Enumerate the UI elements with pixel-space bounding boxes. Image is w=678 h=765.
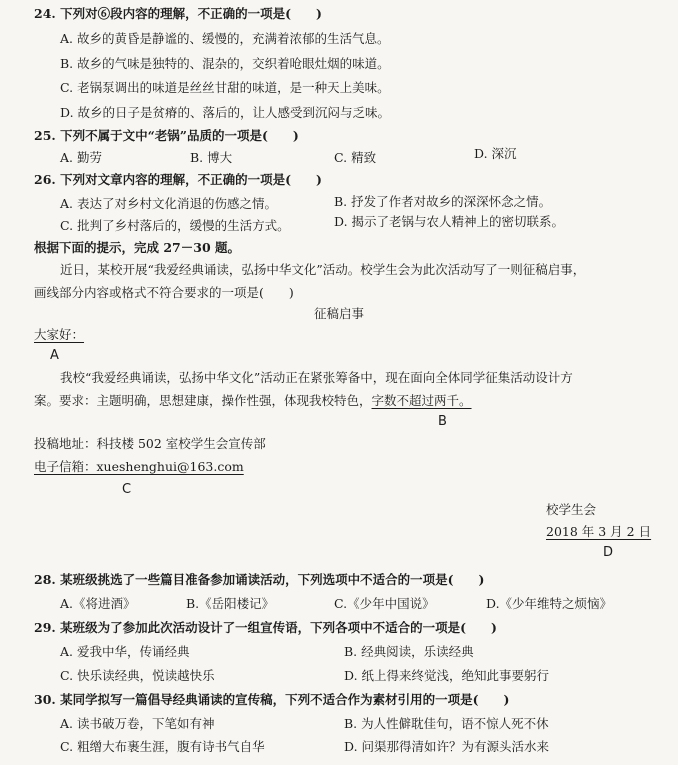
q28-option-b: B.《岳阳楼记》 — [186, 596, 275, 611]
q29-option-a: A. 爱我中华，传诵经典 — [60, 644, 190, 659]
q30-stem: 30. 某同学拟写一篇倡导经典诵读的宣传稿，下列不适合作为素材引用的一项是( ) — [34, 692, 510, 707]
notice-address: 投稿地址：科技楼 502 室校学生会宣传部 — [34, 436, 266, 451]
q30-option-c: C. 粗缯大布裹生涯，腹有诗书气自华 — [60, 739, 265, 754]
q26-stem: 26. 下列对文章内容的理解，不正确的一项是( ) — [34, 172, 322, 187]
q28-option-a: A.《将进酒》 — [60, 596, 136, 611]
q29-stem: 29. 某班级为了参加此次活动设计了一组宣传语，下列各项中不适合的一项是( ) — [34, 620, 497, 635]
notice-body-line1: 我校“我爱经典诵读，弘扬中华文化”活动正在紧张筹备中，现在面向全体同学征集活动设计方 — [60, 370, 573, 385]
notice-body-underlined: 字数不超过两千。 — [371, 393, 472, 408]
q24-option-b: B. 故乡的气味是独特的、混杂的，交织着呛眼灶烟的味道。 — [60, 56, 390, 71]
q29-option-c: C. 快乐读经典，悦读越快乐 — [60, 668, 215, 683]
marker-b: B — [438, 414, 447, 429]
section-intro-line2: 画线部分内容或格式不符合要求的一项是( ) — [34, 285, 294, 300]
q29-option-d: D. 纸上得来终觉浅，绝知此事要躬行 — [344, 668, 550, 683]
marker-c: C — [122, 482, 132, 497]
q25-stem: 25. 下列不属于文中“老锅”品质的一项是( ) — [34, 128, 299, 143]
q28-option-c: C.《少年中国说》 — [334, 596, 435, 611]
section-heading: 根据下面的提示，完成 27－30 题。 — [34, 240, 240, 255]
q25-option-d: D. 深沉 — [474, 146, 517, 161]
q29-option-b: B. 经典阅读，乐读经典 — [344, 644, 474, 659]
q30-option-a: A. 读书破万卷，下笔如有神 — [60, 716, 215, 731]
q26-option-c: C. 批判了乡村落后的，缓慢的生活方式。 — [60, 218, 290, 233]
q28-stem: 28. 某班级挑选了一些篇目准备参加诵读活动，下列选项中不适合的一项是( ) — [34, 572, 485, 587]
q24-option-d: D. 故乡的日子是贫瘠的、落后的，让人感受到沉闷与乏味。 — [60, 105, 391, 120]
q28-option-d: D.《少年维特之烦恼》 — [486, 596, 613, 611]
notice-greeting: 大家好： — [34, 327, 85, 342]
notice-body-line2-main: 案。要求：主题明确，思想建康，操作性强，体现我校特色， — [34, 393, 372, 408]
q24-stem: 24. 下列对⑥段内容的理解，不正确的一项是( ) — [34, 6, 322, 21]
notice-sender: 校学生会 — [546, 502, 597, 517]
q25-option-c: C. 精致 — [334, 150, 377, 165]
section-intro-line1: 近日，某校开展“我爱经典诵读，弘扬中华文化”活动。校学生会为此次活动写了一则征稿启事， — [60, 262, 586, 277]
marker-a: A — [50, 348, 59, 363]
q24-option-a: A. 故乡的黄昏是静谧的、缓慢的，充满着浓郁的生活气息。 — [60, 31, 390, 46]
q25-option-b: B. 博大 — [190, 150, 233, 165]
q30-option-b: B. 为人性僻耽佳句，语不惊人死不休 — [344, 716, 549, 731]
notice-date: 2018 年 3 月 2 日 — [546, 524, 652, 539]
notice-body-line2 — [34, 393, 472, 409]
q26-option-b: B. 抒发了作者对故乡的深深怀念之情。 — [334, 194, 552, 209]
q24-option-c: C. 老锅泵调出的味道是丝丝甘甜的味道，是一种天上美味。 — [60, 80, 390, 95]
q30-option-d: D. 问渠那得清如许？为有源头活水来 — [344, 739, 550, 754]
q26-option-a: A. 表达了对乡村文化消退的伤感之情。 — [60, 196, 277, 211]
marker-d: D — [603, 545, 614, 560]
q26-option-d: D. 揭示了老锅与农人精神上的密切联系。 — [334, 214, 565, 229]
notice-email: 电子信箱：xueshenghui@163.com — [34, 459, 244, 474]
q25-option-a: A. 勤劳 — [60, 150, 102, 165]
notice-title: 征稿启事 — [314, 306, 365, 321]
